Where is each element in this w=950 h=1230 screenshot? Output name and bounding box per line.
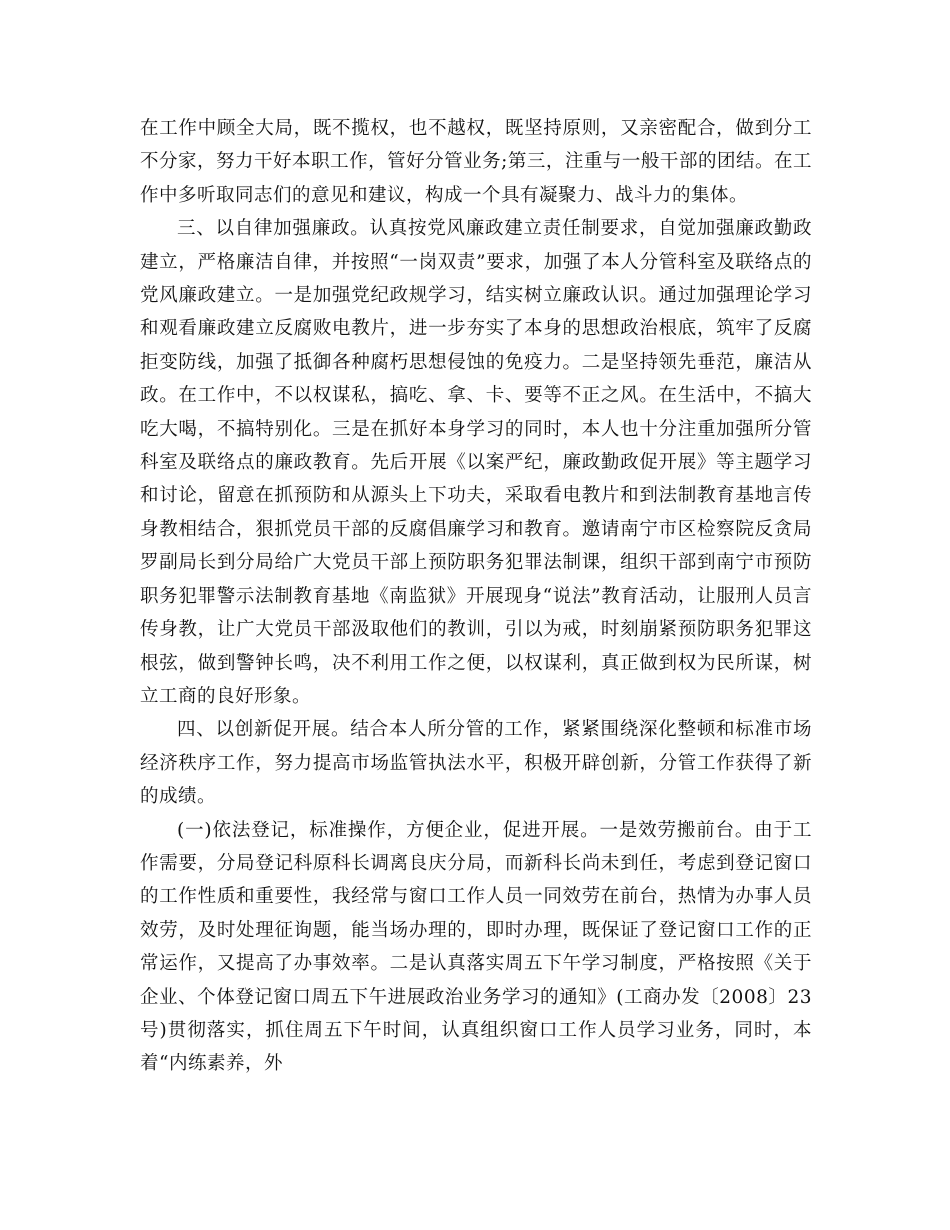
paragraph-subsection-one: (一)依法登记，标准操作，方便企业，促进开展。一是效劳搬前台。由于工作需要，分局登记科原科长调离良庆分局，而新科长尚未到任，考虑到登记窗口的工作性质和重要性，我经常与窗口工作人员一同效劳在前台，热情为办事人员效劳，及时处理征询题，能当场办理的，即时办理，既保证了登记窗口工作的正常运作，又提高了办事效率。二是认真落实周五下午学习制度，严格按照《关于企业、个体登记窗口周五下午进展政治业务学习的通知》(工商办发〔2008〕23号)贯彻落实，抓住周五下午时间，认真组织窗口工作人员学习业务，同时，本着“内练素养，外 [140, 819, 812, 1075]
paragraph-section-three: 三、以自律加强廉政。认真按党风廉政建立责任制要求，自觉加强廉政勤政建立，严格廉洁自律，并按照“一岗双责”要求，加强了本人分管科室及联络点的党风廉政建立。一是加强党纪政规学习，结实树立廉政认识。通过加强理论学习和观看廉政建立反腐败电教片，进一步夯实了本身的思想政治根底，筑牢了反腐拒变防线，加强了抵御各种腐朽思想侵蚀的免疫力。二是坚持领先垂范，廉洁从政。在工作中，不以权谋私，搞吃、拿、卡、要等不正之风。在生活中，不搞大吃大喝，不搞特别化。三是在抓好本身学习的同时，本人也十分注重加强所分管科室及联络点的廉政教育。先后开展《以案严纪，廉政勤政促开展》等主题学习和讨论，留意在抓预防和从源头上下功夫，采取看电教片和到法制教育基地言传身教相结合，狠抓党员干部的反腐倡廉学习和教育。邀请南宁市区检察院反贪局罗副局长到分局给广大党员干部上预防职务犯罪法制课，组织干部到南宁市预防职务犯罪警示法制教育基地《南监狱》开展现身“说法”教育活动，让服刑人员言传身教，让广大党员干部汲取他们的教训，引以为戒，时刻崩紧预防职务犯罪这根弦，做到警钟长鸣，决不利用工作之便，以权谋利，真正做到权为民所谋，树立工商的良好形象。 [140, 218, 812, 707]
paragraph-continuation: 在工作中顾全大局，既不揽权，也不越权，既坚持原则，又亲密配合，做到分工不分家，努力干好本职工作，管好分管业务;第三，注重与一般干部的团结。在工作中多听取同志们的意见和建议，构成一个具有凝聚力、战斗力的集体。 [140, 118, 812, 206]
paragraph-section-four: 四、以创新促开展。结合本人所分管的工作，紧紧围绕深化整顿和标准市场经济秩序工作，努力提高市场监管执法水平，积极开辟创新，分管工作获得了新的成绩。 [140, 719, 812, 808]
document-body [140, 112, 812, 1081]
